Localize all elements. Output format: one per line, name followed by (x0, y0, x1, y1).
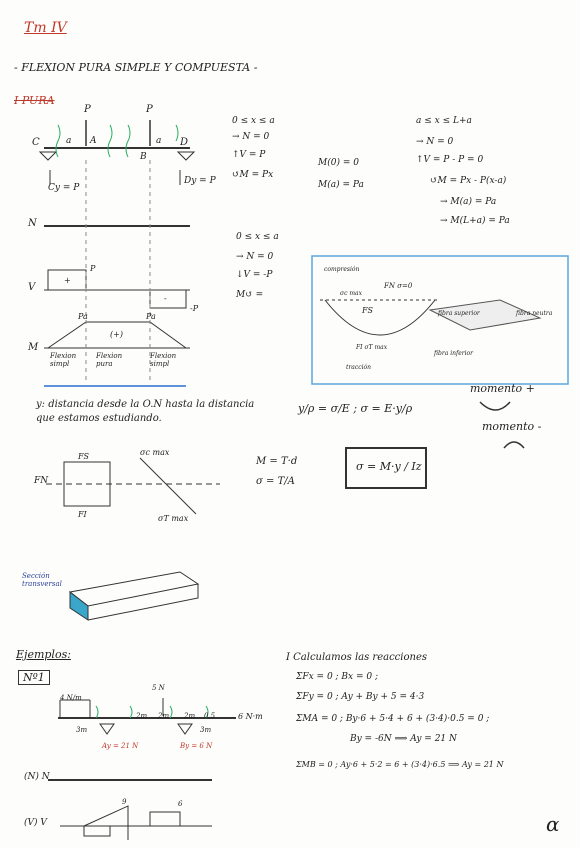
fig-fs: FS (362, 306, 374, 315)
fig-traccion: tracción (346, 364, 371, 371)
prism-section (70, 592, 88, 620)
zone-flexion-simple-2: Flexion simpl (150, 352, 177, 368)
step-line-4: ΣMB = 0 ; Ay·6 + 5·2 = 6 + (3·4)·6.5 ⟹ Ay = 21 N (296, 760, 504, 769)
section-heading: I PURA (14, 94, 55, 107)
fig-fibra-neutra: fibra neutra (516, 310, 553, 317)
reaction-cy: Cy = P (48, 183, 80, 193)
stress-fn: FN (34, 476, 49, 486)
eq2-n: → N = 0 (416, 137, 454, 147)
m-sign: (+) (110, 330, 123, 339)
step-line-3: By = -6N ⟹ Ay = 21 N (350, 734, 457, 744)
point-a: A (90, 136, 97, 146)
ex-v-value-6: 6 (178, 800, 183, 808)
formula-mtd: M = T·d (256, 456, 298, 467)
v-value-p: P (90, 264, 96, 273)
stress-fi: FI (78, 510, 87, 519)
ex-v-value-9: 9 (122, 798, 127, 806)
formula-ratio: y/ρ = σ/E ; σ = E·y/ρ (298, 402, 413, 415)
zone-flexion-simple-1: Flexion simpl (50, 352, 77, 368)
eq3-range: 0 ≤ x ≤ a (236, 232, 279, 242)
section-semicircle (325, 300, 435, 335)
subtitle: - FLEXION PURA SIMPLE Y COMPUESTA - (14, 61, 258, 74)
support-d (178, 152, 194, 160)
eq3-v: ↓V = -P (236, 270, 273, 280)
ex-span-5: 3m (200, 726, 212, 734)
stress-sc-max: σc max (140, 448, 170, 457)
v-sign-minus: - (164, 294, 167, 303)
fig-fibra-superior: fibra superior (438, 310, 480, 317)
point-b: B (140, 152, 147, 162)
step-line-1: ΣFy = 0 ; Ay + By + 5 = 4·3 (296, 692, 425, 702)
eq2-range: a ≤ x ≤ L+a (416, 116, 472, 126)
fig-sc-max: σc max (340, 290, 363, 297)
example-v-shape (84, 806, 180, 840)
eq2-mla: → M(L+a) = Pa (440, 216, 510, 226)
zone-flexion-pura: Flexion pura (96, 352, 123, 368)
reaction-dy: Dy = P (184, 176, 216, 186)
support-c (40, 152, 56, 160)
eq1-m: ↺M = Px (232, 170, 274, 180)
moment-positive: momento + (470, 382, 535, 395)
m-value-pa-right: Pa (146, 312, 156, 321)
moment-pos-icon (480, 402, 510, 410)
eq1-v: ↑V = P (232, 150, 266, 160)
examples-heading: Ejemplos: (16, 648, 71, 661)
label-v: V (28, 282, 36, 293)
eq1-m0: M(0) = 0 (318, 158, 359, 168)
formula-sigma-ta: σ = T/A (256, 476, 295, 487)
signature: α (546, 812, 560, 836)
label-n: N (28, 218, 37, 229)
y-definition: y: distancia desde la O.N hasta la distancia que estamos estudiando. (36, 399, 255, 424)
distributed-load (60, 700, 90, 718)
step-line-0: ΣFx = 0 ; Bx = 0 ; (296, 672, 378, 682)
fig-fibra-inferior: fibra inferior (434, 350, 474, 357)
load-label-left: P (84, 104, 91, 115)
moment-negative: momento - (482, 420, 542, 433)
v-value-neg-p: -P (190, 304, 199, 313)
ex-reaction-by: By = 6 N (180, 742, 213, 750)
example-v-neg (84, 826, 110, 836)
ex-span-2: 2m (158, 712, 170, 720)
cross-section-label: Sección transversal (22, 572, 62, 588)
ex-span-0: 3m (76, 726, 88, 734)
eq1-range: 0 ≤ x ≤ a (232, 116, 275, 126)
ex-load-point: 5 N (152, 684, 165, 692)
fig-fn: FN σ=0 (384, 282, 413, 290)
ex-span-1: 2m (136, 712, 148, 720)
fig-fi: FI σT max (356, 344, 388, 351)
eq2-m: ↺M = Px - P(x-a) (430, 176, 507, 186)
eq1-ma: M(a) = Pa (318, 180, 364, 190)
eq3-m: M↺ = (236, 290, 264, 300)
label-m: M (28, 342, 39, 353)
page-title: Tm IV (24, 20, 67, 36)
span-a1: a (66, 136, 72, 146)
formula-sigma-box: σ = M·y / Iz (356, 460, 422, 473)
prism-top (70, 572, 198, 606)
stress-st-max: σT max (158, 514, 189, 523)
load-label-right: P (146, 104, 153, 115)
point-d: D (180, 137, 189, 148)
eq2-ma: → M(a) = Pa (440, 197, 497, 207)
ex-load-dist: 4 N/m (60, 694, 82, 702)
point-c: C (32, 137, 40, 148)
fig-compresion: compresión (324, 266, 360, 273)
example-number: Nº1 (18, 670, 50, 685)
m-value-pa-left: Pa (78, 312, 88, 321)
example-supports (100, 724, 192, 734)
moment-neg-icon (504, 442, 524, 448)
ex-diagram-v: (V) V (24, 818, 47, 828)
v-sign-plus: + (64, 276, 71, 285)
ex-load-moment: 6 N·m (238, 712, 263, 721)
eq1-n: → N = 0 (232, 132, 270, 142)
ex-diagram-n: (N) N (24, 772, 50, 782)
prism-edges (88, 584, 198, 620)
step-heading: I Calculamos las reacciones (286, 652, 427, 663)
stress-line (140, 458, 196, 514)
ex-span-3: 2m (184, 712, 196, 720)
stress-fs: FS (78, 452, 90, 461)
ex-span-4: 0.5 (204, 712, 216, 720)
eq2-v: ↑V = P - P = 0 (416, 155, 484, 165)
ex-reaction-ay: Ay = 21 N (102, 742, 139, 750)
step-line-2: ΣMA = 0 ; By·6 + 5·4 + 6 + (3·4)·0.5 = 0 ; (296, 714, 490, 724)
v-negative-block (150, 290, 186, 308)
eq3-n: → N = 0 (236, 252, 274, 262)
span-a2: a (156, 136, 162, 146)
